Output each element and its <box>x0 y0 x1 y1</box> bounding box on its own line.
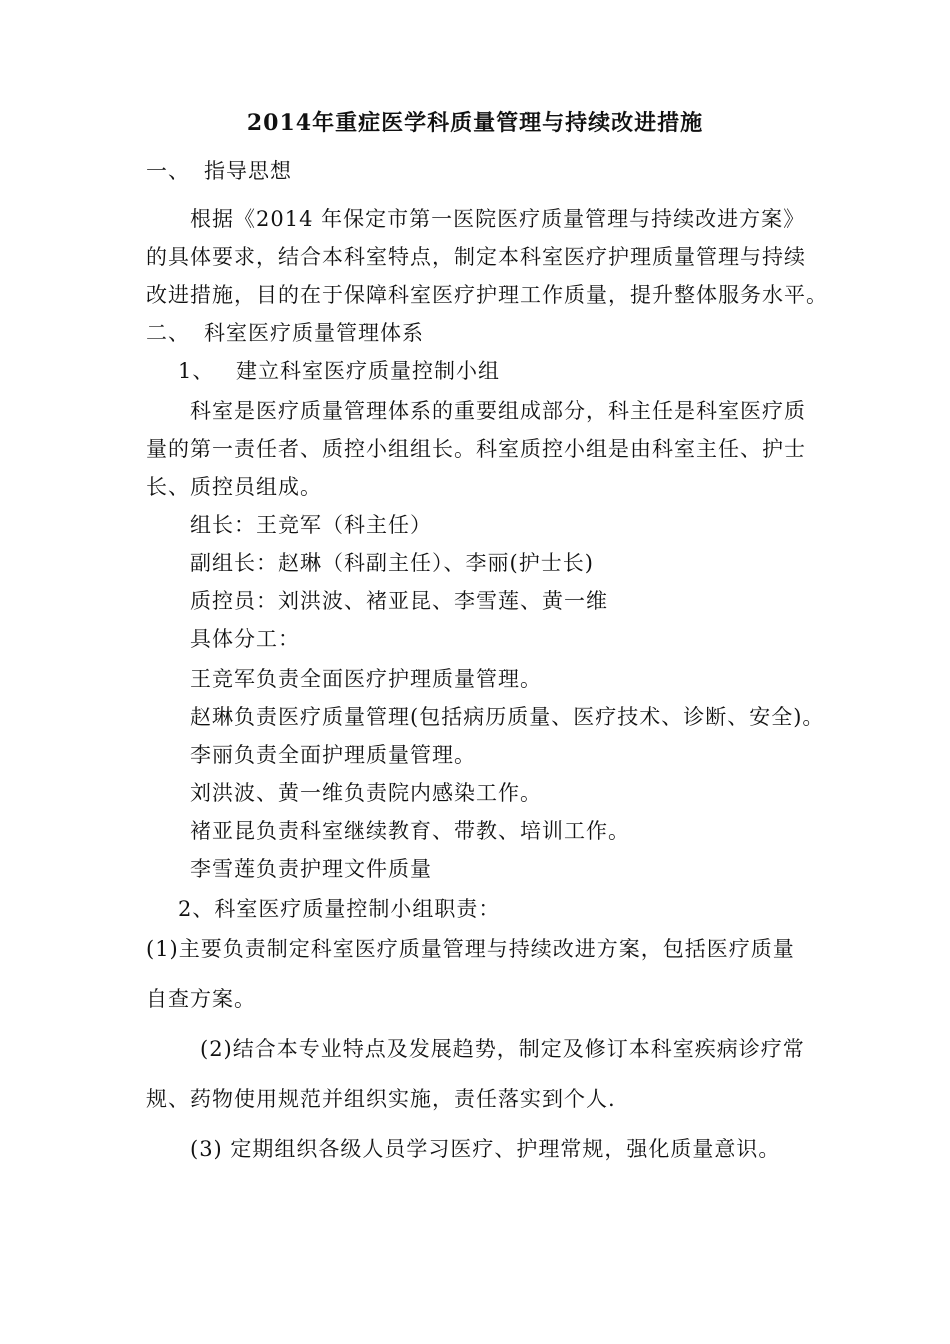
section1-paragraph-line-1: 根据《2014 年保定市第一医院医疗质量管理与持续改进方案》 <box>190 207 806 231</box>
duty-item-6: 李雪莲负责护理文件质量 <box>190 857 432 881</box>
group-leader: 组长：王竞军（科主任） <box>190 513 432 537</box>
subsection1-number: 1、 <box>178 359 215 383</box>
division-of-labor-heading: 具体分工： <box>190 627 300 651</box>
section2-heading: 科室医疗质量管理体系 <box>204 321 424 345</box>
duty-item-4: 刘洪波、黄一维负责院内感染工作。 <box>190 781 542 805</box>
subsection2-heading: 2、科室医疗质量控制小组职责： <box>178 897 501 921</box>
section2-paragraph-line-2: 量的第一责任者、质控小组组长。科室质控小组是由科室主任、护士 <box>146 437 806 461</box>
document-title: 2014年重症医学科质量管理与持续改进措施 <box>246 110 704 136</box>
responsibility-3: (3) 定期组织各级人员学习医疗、护理常规，强化质量意识。 <box>190 1137 781 1161</box>
quality-control-members: 质控员：刘洪波、褚亚昆、李雪莲、黄一维 <box>190 589 608 613</box>
responsibility-2-line-1: (2)结合本专业特点及发展趋势，制定及修订本科室疾病诊疗常 <box>200 1037 805 1061</box>
section1-heading: 指导思想 <box>204 159 292 183</box>
responsibility-1-line-2: 自查方案。 <box>146 987 256 1011</box>
responsibility-2-line-2: 规、药物使用规范并组织实施，责任落实到个人. <box>146 1087 616 1111</box>
duty-item-1: 王竞军负责全面医疗护理质量管理。 <box>190 667 542 691</box>
section1-paragraph-line-3: 改进措施，目的在于保障科室医疗护理工作质量，提升整体服务水平。 <box>146 283 828 307</box>
section1-paragraph-line-2: 的具体要求，结合本科室特点，制定本科室医疗护理质量管理与持续 <box>146 245 806 269</box>
section2-paragraph-line-1: 科室是医疗质量管理体系的重要组成部分，科主任是科室医疗质 <box>190 399 806 423</box>
section2-paragraph-line-3: 长、质控员组成。 <box>146 475 322 499</box>
duty-item-2: 赵琳负责医疗质量管理(包括病历质量、医疗技术、诊断、安全)。 <box>190 705 825 729</box>
duty-item-3: 李丽负责全面护理质量管理。 <box>190 743 476 767</box>
responsibility-1-line-1: (1)主要负责制定科室医疗质量管理与持续改进方案，包括医疗质量 <box>146 937 795 961</box>
subsection1-heading: 建立科室医疗质量控制小组 <box>236 359 500 383</box>
section1-heading-number: 一、 <box>146 159 190 183</box>
section2-heading-number: 二、 <box>146 321 190 345</box>
vice-group-leader: 副组长：赵琳（科副主任）、李丽(护士长) <box>190 551 594 575</box>
duty-item-5: 褚亚昆负责科室继续教育、带教、培训工作。 <box>190 819 630 843</box>
